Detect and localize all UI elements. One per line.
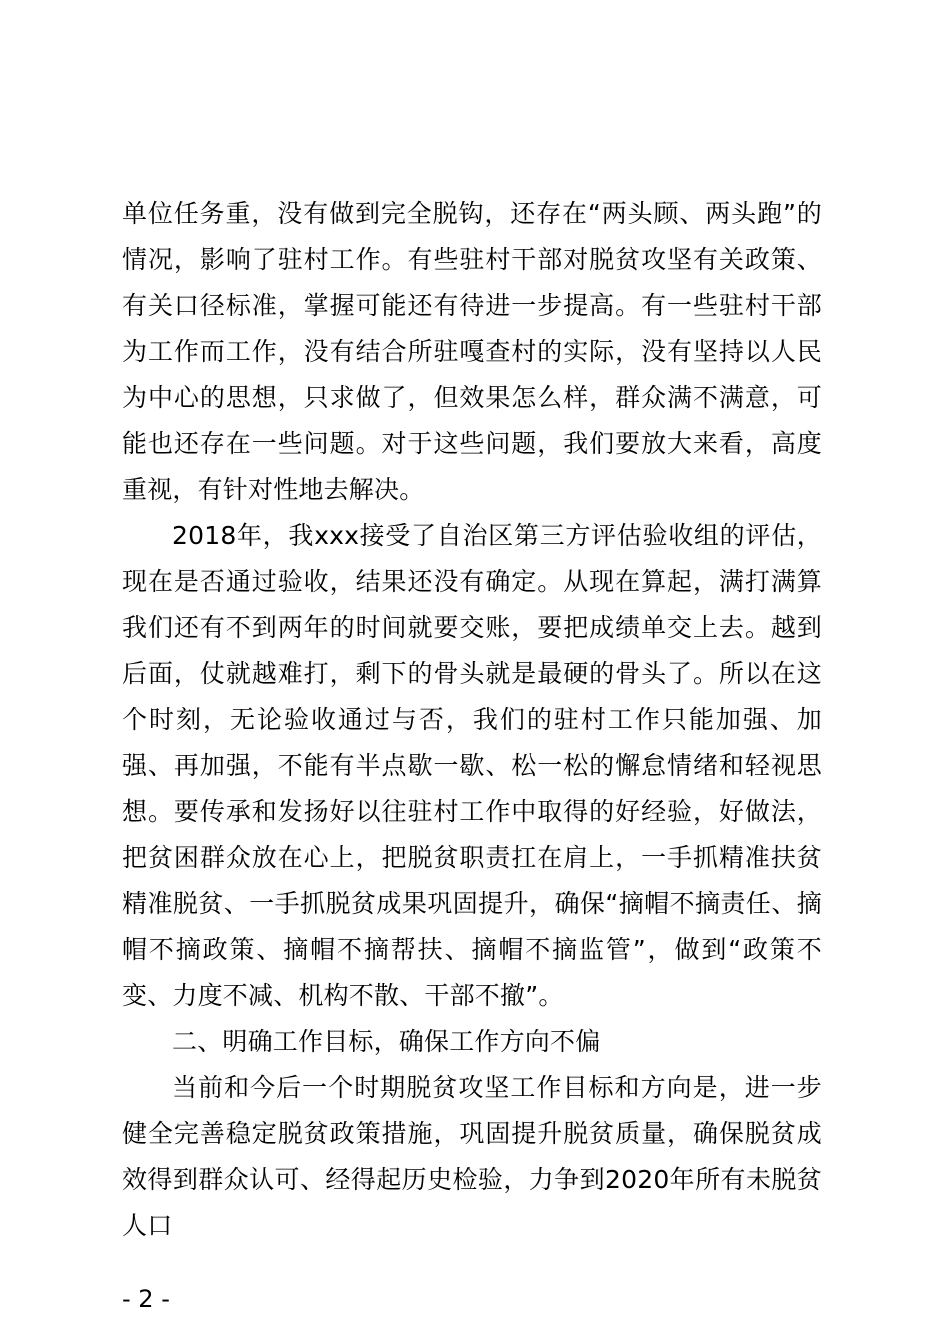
section-heading: 二、明确工作目标，确保工作方向不偏 [172, 1027, 601, 1056]
document-body [122, 191, 822, 1249]
paragraph-2018-evaluation: 2018年，我xxx接受了自治区第三方评估验收组的评估，现在是否通过验收，结果还没有确定。从现在算起，满打满算我们还有不到两年的时间就要交账，要把成绩单交上去。越到后面，仗就越难打，剩下的骨头就是最硬的骨头了。所以在这个时刻，无论验收通过与否，我们的驻村工作只能加强、加强、再加强，不能有半点歇一歇、松一松的懈怠情绪和轻视思想。要传承和发扬好以往驻村工作中取得的好经验，好做法，把贫困群众放在心上，把脱贫职责扛在肩上，一手抓精准扶贫精准脱贫、一手抓脱贫成果巩固提升，确保“摘帽不摘责任、摘帽不摘政策、摘帽不摘帮扶、摘帽不摘监管”，做到“政策不变、力度不减、机构不散、干部不撤”。 [122, 521, 822, 1010]
paragraph-work-goals: 当前和今后一个时期脱贫攻坚工作目标和方向是，进一步健全完善稳定脱贫政策措施，巩固提升脱贫质量，确保脱贫成效得到群众认可、经得起历史检验，力争到2020年所有未脱贫人口 [122, 1073, 822, 1240]
paragraph-continued: 单位任务重，没有做到完全脱钩，还存在“两头顾、两头跑”的情况，影响了驻村工作。有些驻村干部对脱贫攻坚有关政策、有关口径标准，掌握可能还有待进一步提高。有一些驻村干部为工作而工作，没有结合所驻嘎查村的实际，没有坚持以人民为中心的思想，只求做了，但效果怎么样，群众满不满意，可能也还存在一些问题。对于这些问题，我们要放大来看，高度重视，有针对性地去解决。 [122, 199, 822, 504]
page-number: - 2 - [122, 1285, 170, 1313]
